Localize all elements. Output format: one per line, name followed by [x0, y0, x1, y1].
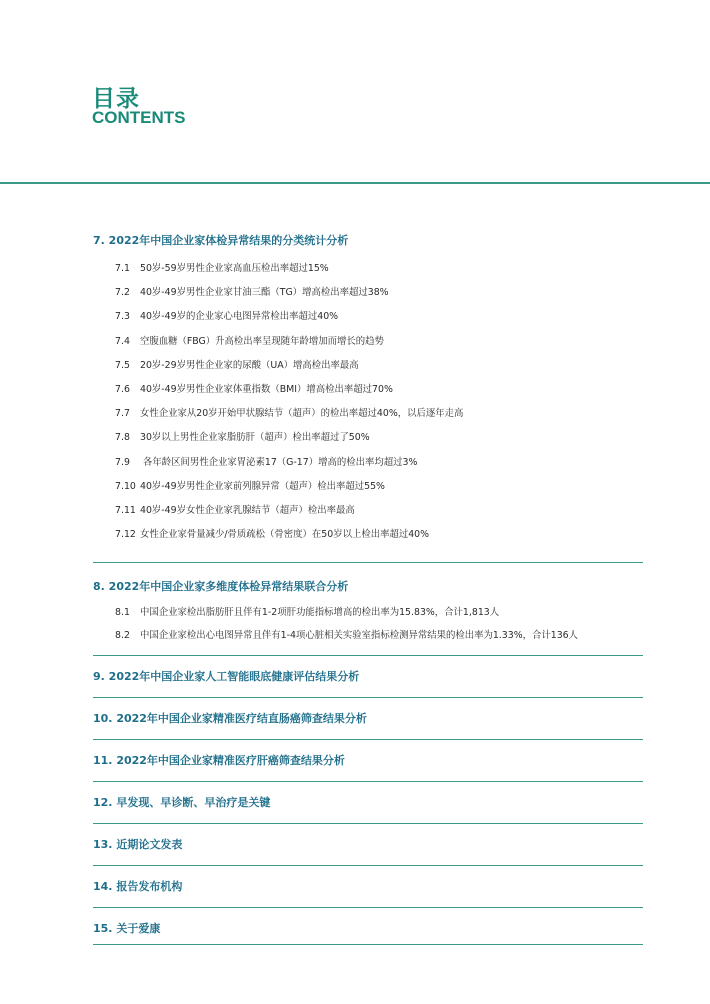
toc-item[interactable]	[115, 627, 578, 641]
toc-item[interactable]	[115, 502, 355, 516]
header-divider	[0, 182, 710, 184]
toc-item-number: 7.7	[115, 408, 130, 420]
toc-section-title[interactable]: 14. 报告发布机构	[93, 880, 183, 893]
toc-item-label: 各年龄区间男性企业家胃泌素17（G-17）增高的检出率均超过3%	[140, 456, 418, 468]
toc-item[interactable]	[115, 308, 338, 322]
toc-section-title[interactable]: 11. 2022年中国企业家精准医疗肝癌筛查结果分析	[93, 754, 345, 767]
toc-item-label: 40岁-49岁男性企业家前列腺异常（超声）检出率超过55%	[140, 480, 385, 492]
toc-item[interactable]	[115, 429, 370, 443]
toc-item-label: 40岁-49岁男性企业家甘油三酯（TG）增高检出率超过38%	[140, 287, 389, 299]
page-subtitle: CONTENTS	[92, 108, 186, 127]
toc-item[interactable]	[115, 381, 393, 395]
toc-item[interactable]	[115, 357, 359, 371]
toc-divider	[93, 739, 643, 740]
toc-item[interactable]	[115, 526, 429, 540]
toc-section-title[interactable]: 10. 2022年中国企业家精准医疗结直肠癌筛查结果分析	[93, 712, 367, 725]
toc-divider	[93, 697, 643, 698]
toc-section-title[interactable]: 12. 早发现、早诊断、早治疗是关键	[93, 796, 271, 809]
toc-item[interactable]	[115, 333, 384, 347]
toc-item[interactable]	[115, 405, 463, 419]
toc-item[interactable]	[115, 284, 389, 298]
toc-item-number: 7.2	[115, 287, 130, 299]
toc-item-number: 8.2	[115, 630, 130, 641]
toc-item-label: 40岁-49岁男性企业家体重指数（BMI）增高检出率超过70%	[140, 384, 393, 395]
toc-divider	[93, 781, 643, 782]
toc-item-number: 7.3	[115, 311, 130, 323]
toc-item-number: 7.10	[115, 480, 136, 492]
toc-divider	[93, 823, 643, 824]
toc-section-title[interactable]: 9. 2022年中国企业家人工智能眼底健康评估结果分析	[93, 670, 360, 683]
toc-item[interactable]	[115, 454, 417, 468]
toc-item-number: 8.1	[115, 607, 130, 618]
toc-item-number: 7.11	[115, 505, 136, 516]
toc-item[interactable]	[115, 604, 499, 618]
toc-item-number: 7.5	[115, 359, 130, 371]
toc-item[interactable]	[115, 478, 385, 492]
toc-item-label: 中国企业家检出心电图异常且伴有1-4项心脏相关实验室指标检测异常结果的检出率为1.33%，合计136人	[140, 630, 578, 641]
toc-section-title[interactable]: 8. 2022年中国企业家多维度体检异常结果联合分析	[93, 580, 349, 593]
toc-item-label: 女性企业家骨量减少/骨质疏松（骨密度）在50岁以上检出率超过40%	[140, 529, 430, 541]
toc-item-number: 7.9	[115, 456, 130, 468]
toc-item-number: 7.4	[115, 335, 130, 347]
toc-item-label: 30岁以上男性企业家脂肪肝（超声）检出率超过了50%	[140, 432, 370, 444]
toc-section-title[interactable]: 7. 2022年中国企业家体检异常结果的分类统计分析	[93, 234, 349, 247]
toc-section-title[interactable]: 15. 关于爱康	[93, 922, 161, 935]
toc-divider	[93, 907, 643, 908]
toc-item-label: 女性企业家从20岁开始甲状腺结节（超声）的检出率超过40%，以后逐年走高	[140, 408, 464, 420]
toc-item-label: 20岁-29岁男性企业家的尿酸（UA）增高检出率最高	[140, 359, 359, 371]
toc-item-label: 50岁-59岁男性企业家高血压检出率超过15%	[140, 263, 329, 274]
toc-item-label: 中国企业家检出脂肪肝且伴有1-2项肝功能指标增高的检出率为15.83%，合计1,813人	[140, 607, 500, 618]
toc-section-title[interactable]: 13. 近期论文发表	[93, 838, 183, 851]
toc-divider	[93, 944, 643, 945]
toc-divider	[93, 562, 643, 563]
toc-item-label: 40岁-49岁的企业家心电图异常检出率超过40%	[140, 311, 339, 323]
page-title: 目录	[92, 86, 140, 112]
toc-divider	[93, 865, 643, 866]
toc-item-label: 40岁-49岁女性企业家乳腺结节（超声）检出率最高	[140, 505, 355, 516]
toc-item-number: 7.12	[115, 529, 136, 541]
toc-item-number: 7.6	[115, 384, 130, 395]
toc-item-number: 7.8	[115, 432, 130, 444]
toc-divider	[93, 655, 643, 656]
toc-item-label: 空腹血糖（FBG）升高检出率呈现随年龄增加而增长的趋势	[140, 335, 384, 347]
toc-item[interactable]	[115, 260, 329, 274]
toc-item-number: 7.1	[115, 263, 130, 274]
